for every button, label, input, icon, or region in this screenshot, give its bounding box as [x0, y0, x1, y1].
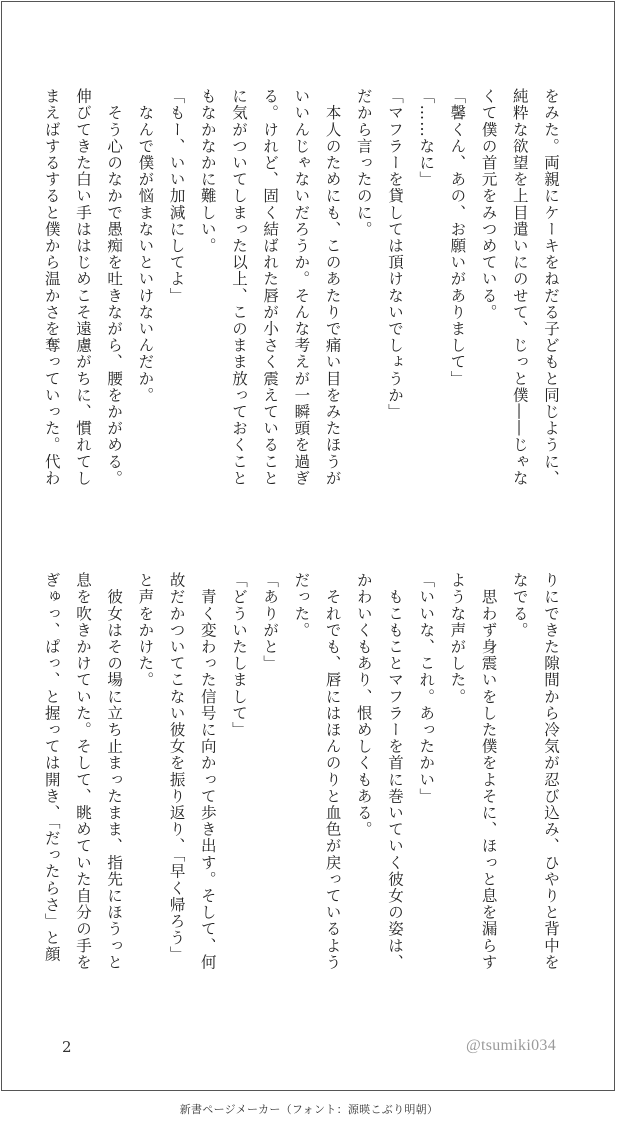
text-line: 息を吹きかけていた。そして、眺めていた自分の手を [73, 572, 92, 971]
text-line: そう心のなかで愚痴を吐きながら、腰をかがめる。 [105, 88, 124, 487]
text-line: 「いいな、これ。あったかい」 [417, 572, 436, 805]
text-block-upper [36, 88, 566, 518]
author-handle: @tsumiki034 [465, 1037, 556, 1054]
text-line: 故だかついてこない彼女を振り返り、「早く帰ろう」 [167, 572, 186, 963]
text-line: 青く変わった信号に向かって歩き出す。そして、何 [198, 572, 217, 971]
text-line: いいんじゃないだろうか。そんな考えが一瞬頭を過ぎ [292, 88, 311, 487]
text-line: 「もー、いい加減にしてよ」 [167, 88, 186, 304]
text-line: りにできた隙間から冷気が忍び込み、ひやりと背中を [542, 572, 560, 971]
text-line: もなかなかに難しい。 [198, 88, 217, 254]
text-line: をみた。両親にケーキをねだる子どもと同じように、 [542, 88, 560, 487]
text-line: なでる。 [510, 572, 529, 639]
text-line: 「どういたしまして」 [229, 572, 248, 738]
text-line: だった。 [292, 572, 311, 639]
text-line: 本人のためにも、このあたりで痛い目をみたほうが [323, 88, 342, 487]
text-line: る。けれど、固く結ばれた唇が小さく震えていること [261, 88, 280, 487]
text-line: ぎゅっ、ぱっ、と握っては開き、「だったらさ」と顔 [42, 572, 61, 963]
text-line: 「馨くん、あの、お願いがありまして」 [448, 88, 467, 387]
text-line: 「マフラーを貸しては頂けないでしょうか」 [385, 88, 404, 420]
text-line: 思わず身震いをした僕をよそに、ほっと息を漏らす [479, 572, 498, 971]
text-line: それでも、唇にはほんのりと血色が戻っているよう [323, 572, 342, 971]
text-line: 彼女はその場に立ち止まったまま、指先にほうっと [105, 572, 124, 971]
text-line: なんで僕が悩まないといけないんだか。 [136, 88, 155, 404]
footer-credit: 新書ページメーカー（フォント：源暎こぶり明朝） [179, 1103, 439, 1116]
text-line: 伸びてきた白い手ははじめこそ遠慮がちに、慣れてし [73, 88, 92, 487]
text-line: だから言ったのに。 [354, 88, 373, 238]
text-line: かわいくもあり、恨めしくもある。 [354, 572, 373, 838]
text-line: くて僕の首元をみつめている。 [479, 88, 498, 321]
text-block-lower [36, 572, 566, 1002]
text-line: まえばするすると僕から温かさを奪っていった。代わ [42, 88, 61, 487]
text-line: もこもことマフラーを首に巻いていく彼女の姿は、 [385, 572, 404, 971]
text-line: 「……なに」 [417, 88, 436, 188]
page-number: 2 [62, 1038, 72, 1056]
text-line: と声をかけた。 [136, 572, 155, 689]
text-line: に気がついてしまった以上、このまま放っておくこと [229, 88, 248, 487]
text-line: ような声がした。 [448, 572, 467, 705]
text-line: 純粋な欲望を上目遣いにのせて、じっと僕――じゃな [510, 88, 529, 487]
text-line: 「ありがと」 [261, 572, 280, 672]
page-frame [1, 1, 615, 1091]
